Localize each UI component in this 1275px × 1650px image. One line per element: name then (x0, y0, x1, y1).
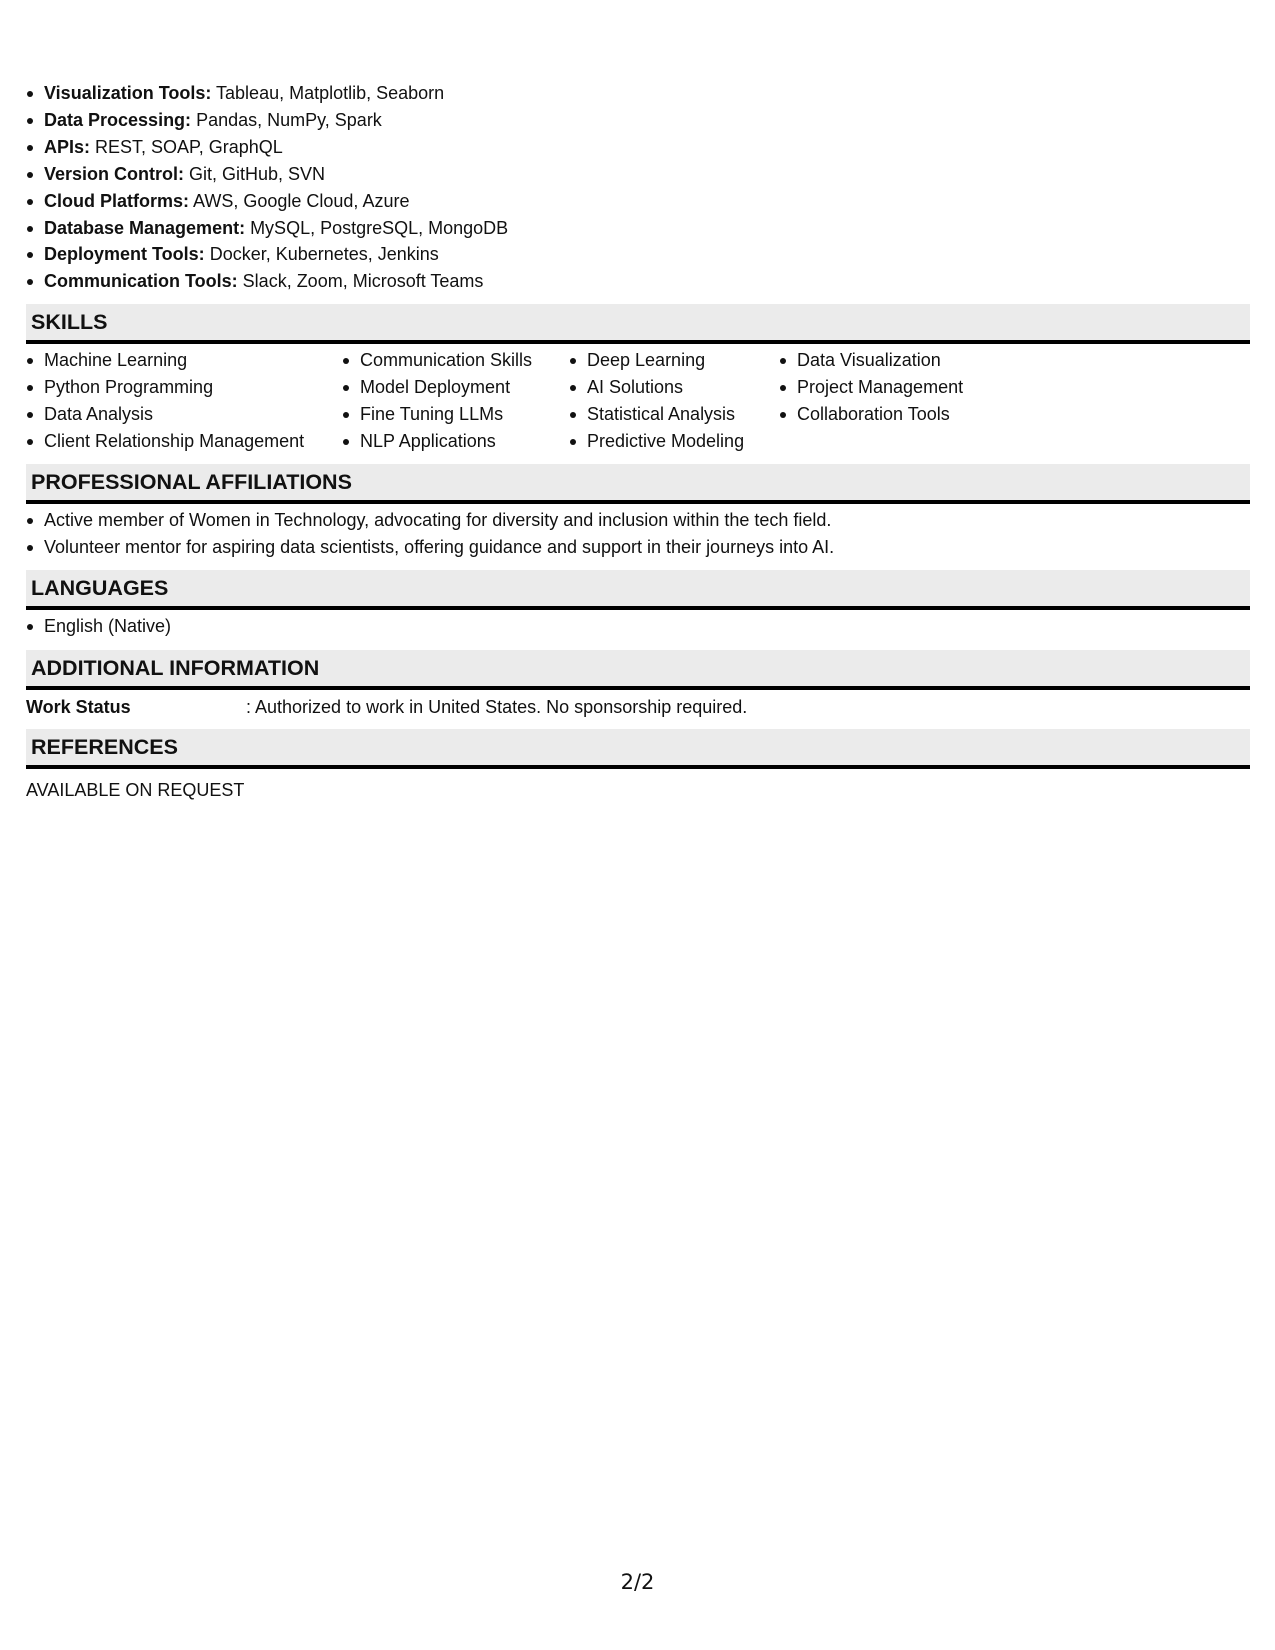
skill-item: Machine Learning (26, 347, 342, 374)
skill-item: Data Analysis (26, 401, 342, 428)
affiliation-item: Volunteer mentor for aspiring data scientists, offering guidance and support in their journeys into AI. (26, 534, 1250, 561)
skill-item: Model Deployment (342, 374, 569, 401)
references-text: AVAILABLE ON REQUEST (26, 779, 245, 800)
skills-heading: SKILLS (26, 304, 1250, 344)
tech-item: Cloud Platforms: AWS, Google Cloud, Azure (26, 188, 1250, 215)
skill-item: Client Relationship Management (26, 428, 342, 455)
skill-item: Project Management (779, 374, 1019, 401)
page-number: 2/2 (620, 1570, 655, 1594)
skills-column (26, 347, 342, 455)
skill-item: Deep Learning (569, 347, 779, 374)
language-item: English (Native) (26, 613, 1250, 640)
tech-item: Database Management: MySQL, PostgreSQL, MongoDB (26, 215, 1250, 242)
languages-heading: LANGUAGES (26, 570, 1250, 610)
skill-item: Data Visualization (779, 347, 1019, 374)
skills-grid (26, 344, 1250, 455)
skill-item: NLP Applications (342, 428, 569, 455)
tech-item: Data Processing: Pandas, NumPy, Spark (26, 107, 1250, 134)
skills-column (779, 347, 1019, 455)
work-status-row (26, 690, 1250, 720)
work-status-value: : Authorized to work in United States. No sponsorship required. (246, 696, 748, 717)
skill-item: Communication Skills (342, 347, 569, 374)
tech-item: Visualization Tools: Tableau, Matplotlib, Seaborn (26, 80, 1250, 107)
work-status-label: Work Status (26, 696, 131, 717)
references-heading: REFERENCES (26, 729, 1250, 769)
languages-list (26, 610, 1250, 640)
tech-item: Version Control: Git, GitHub, SVN (26, 161, 1250, 188)
tech-item: Deployment Tools: Docker, Kubernetes, Jenkins (26, 241, 1250, 268)
tech-item: APIs: REST, SOAP, GraphQL (26, 134, 1250, 161)
resume-page (26, 80, 1250, 803)
skill-item: Collaboration Tools (779, 401, 1019, 428)
affiliations-list (26, 504, 1250, 561)
skills-column (342, 347, 569, 455)
skill-item: Predictive Modeling (569, 428, 779, 455)
affiliations-heading: PROFESSIONAL AFFILIATIONS (26, 464, 1250, 504)
affiliation-item: Active member of Women in Technology, advocating for diversity and inclusion within the tech field. (26, 507, 1250, 534)
skill-item: Fine Tuning LLMs (342, 401, 569, 428)
technical-tools-list (26, 80, 1250, 295)
tech-item: Communication Tools: Slack, Zoom, Microsoft Teams (26, 268, 1250, 295)
skill-item: Statistical Analysis (569, 401, 779, 428)
additional-information-heading: ADDITIONAL INFORMATION (26, 650, 1250, 690)
skill-item: AI Solutions (569, 374, 779, 401)
skills-column (569, 347, 779, 455)
skill-item: Python Programming (26, 374, 342, 401)
